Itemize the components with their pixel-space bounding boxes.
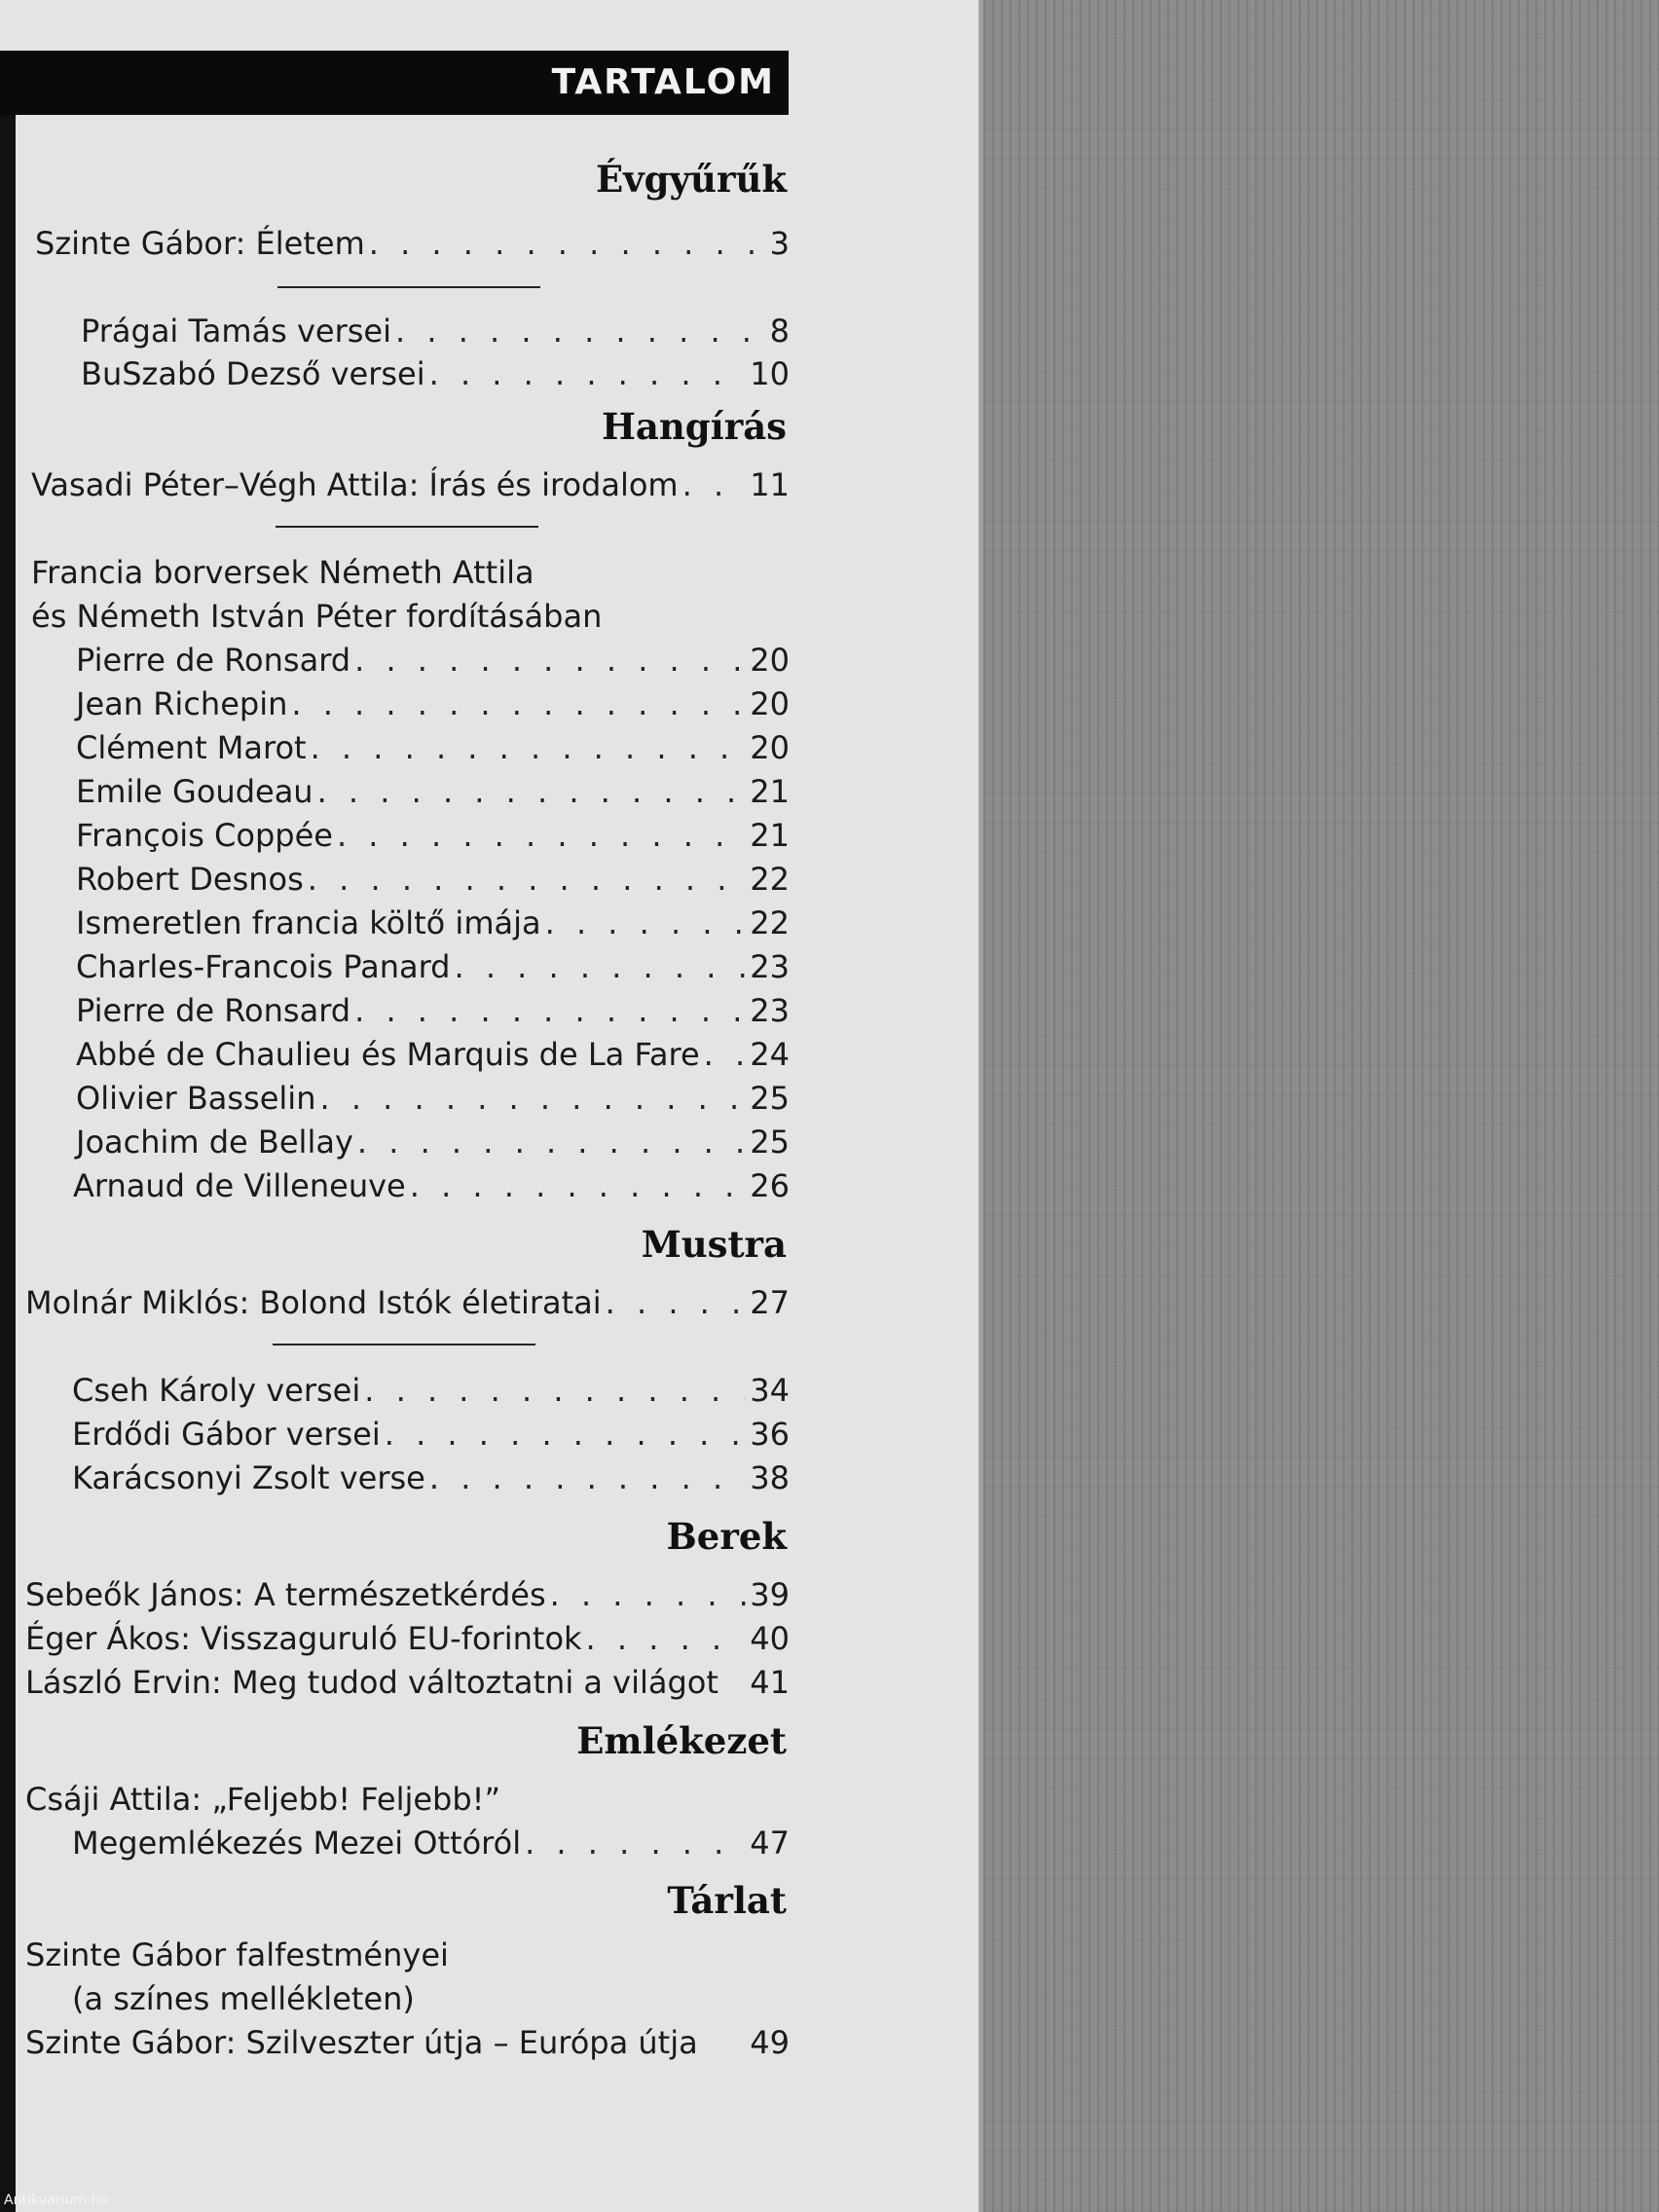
toc-entry[interactable] [76,814,790,857]
dot-leader [410,1164,747,1207]
entry-page: 41 [750,1664,790,1701]
toc-entry-line[interactable] [25,1934,790,1976]
toc-entry[interactable] [76,770,790,813]
dot-leader [354,989,746,1032]
entry-title: Megemlékezés Mezei Ottóról [72,1825,522,1862]
entry-title: Emile Goudeau [76,773,313,810]
entry-page: 38 [750,1459,790,1496]
dot-leader [606,1281,747,1324]
toc-entry[interactable] [35,222,790,265]
divider [273,1344,535,1346]
entry-page: 25 [750,1124,790,1161]
entry-title: Prágai Tamás versei [81,313,391,350]
entry-title: Éger Ákos: Visszaguruló EU-forintok [25,1620,582,1657]
toc-entry[interactable] [76,858,790,901]
toc-entry[interactable] [76,639,790,682]
entry-page: 25 [750,1080,790,1117]
header-bar [0,51,789,115]
entry-title: László Ervin: Meg tudod változtatni a világot [25,1664,719,1701]
entry-page: 24 [750,1036,790,1073]
entry-title: Arnaud de Villeneuve [73,1167,406,1204]
toc-entry[interactable] [25,1281,790,1324]
page-title: TARTALOM [551,62,775,102]
dot-leader [545,902,747,944]
dot-leader [354,639,746,682]
toc-entry[interactable] [72,1456,790,1499]
entry-page: 49 [750,2024,790,2061]
dot-leader [364,1369,746,1412]
toc-entry[interactable] [25,1573,790,1616]
group-heading [31,551,790,594]
toc-entry[interactable] [76,1033,790,1076]
entry-page: 20 [750,642,790,679]
dot-leader [704,1033,747,1076]
toc-entry[interactable] [72,1369,790,1412]
left-border-rule [0,115,16,2212]
dot-leader [395,310,766,352]
entry-title: Szinte Gábor: Szilveszter útja – Európa útja [25,2024,698,2061]
dot-leader [337,814,746,857]
dot-leader [429,352,747,395]
entry-page: 8 [769,313,790,350]
dot-leader [550,1573,747,1616]
entry-title: Sebeők János: A természetkérdés [25,1576,546,1613]
entry-title: François Coppée [76,817,333,854]
toc-entry[interactable] [73,1164,790,1207]
dot-leader [317,770,747,813]
toc-entry[interactable] [76,989,790,1032]
entry-page: 11 [750,466,790,503]
entry-page: 21 [750,817,790,854]
entry-subtitle: (a színes mellékleten) [72,1980,415,2017]
dot-leader [454,945,746,988]
toc-entry[interactable] [81,310,790,352]
entry-title: Abbé de Chaulieu és Marquis de La Fare [76,1036,700,1073]
group-heading-line-2: és Németh István Péter fordításában [31,598,603,635]
entry-title: Pierre de Ronsard [76,992,351,1029]
group-heading-line-1: Francia borversek Németh Attila [31,554,535,591]
entry-title: Charles-Francois Panard [76,948,451,985]
dot-leader [291,682,746,725]
toc-entry[interactable] [76,726,790,769]
dot-leader [311,726,747,769]
entry-title: Csáji Attila: „Feljebb! Feljebb!” [25,1781,501,1818]
entry-page: 20 [750,729,790,766]
dot-leader [308,858,747,901]
entry-title: Karácsonyi Zsolt verse [72,1459,425,1496]
divider [277,286,540,288]
watermark: Antikvarium.hu [4,2193,109,2208]
entry-title: Joachim de Bellay [76,1124,353,1161]
entry-page: 39 [750,1576,790,1613]
toc-entry[interactable] [76,902,790,944]
entry-title: Ismeretlen francia költő imája [76,904,541,941]
entry-title: Jean Richepin [76,685,288,722]
toc-entry[interactable] [31,463,790,506]
entry-page: 47 [750,1825,790,1862]
group-heading [31,595,790,638]
entry-title: Pierre de Ronsard [76,642,351,679]
entry-title: Clément Marot [76,729,307,766]
entry-page: 20 [750,685,790,722]
section-title-hangiras: Hangírás [601,405,787,448]
entry-page: 22 [750,861,790,898]
toc-entry[interactable] [76,1077,790,1120]
section-title-emlekezet: Emlékezet [576,1719,787,1762]
entry-title: Vasadi Péter–Végh Attila: Írás és irodalom [31,466,679,503]
toc-entry[interactable] [25,2021,790,2064]
toc-entry[interactable] [25,1617,790,1660]
dot-leader [357,1121,746,1163]
toc-entry[interactable] [76,682,790,725]
toc-entry-line [72,1977,790,2020]
dot-leader [525,1822,746,1864]
entry-page: 34 [750,1372,790,1409]
toc-entry[interactable] [76,945,790,988]
dot-leader [682,463,747,506]
entry-title: Szinte Gábor: Életem [35,225,365,262]
entry-title: Erdődi Gábor versei [72,1416,381,1453]
dot-leader [586,1617,747,1660]
entry-page: 40 [750,1620,790,1657]
entry-page: 21 [750,773,790,810]
entry-page: 10 [750,355,790,392]
toc-entry[interactable] [72,1413,790,1456]
entry-page: 23 [750,948,790,985]
entry-title: BuSzabó Dezső versei [81,355,425,392]
dot-leader [385,1413,747,1456]
toc-entry[interactable] [25,1661,790,1704]
entry-title: Szinte Gábor falfestményei [25,1936,449,1973]
entry-title: Molnár Miklós: Bolond Istók életiratai [25,1284,602,1321]
entry-page: 23 [750,992,790,1029]
entry-page: 27 [750,1284,790,1321]
section-title-tarlat: Tárlat [667,1879,787,1922]
section-title-berek: Berek [666,1515,787,1558]
toc-entry[interactable] [72,1822,790,1864]
entry-title: Olivier Basselin [76,1080,316,1117]
background-surface [983,0,1659,2212]
toc-entry[interactable] [81,352,790,395]
dot-leader [319,1077,746,1120]
toc-entry-line[interactable] [25,1778,790,1821]
dot-leader [369,222,766,265]
entry-title: Robert Desnos [76,861,304,898]
entry-page: 3 [769,225,790,262]
divider [276,526,538,528]
section-title-evgyuruk: Évgyűrűk [595,158,787,201]
section-title-mustra: Mustra [641,1223,787,1266]
entry-title: Cseh Károly versei [72,1372,361,1409]
dot-leader [429,1456,746,1499]
toc-entry[interactable] [76,1121,790,1163]
entry-page: 22 [750,904,790,941]
entry-page: 26 [750,1167,790,1204]
entry-page: 36 [750,1416,790,1453]
